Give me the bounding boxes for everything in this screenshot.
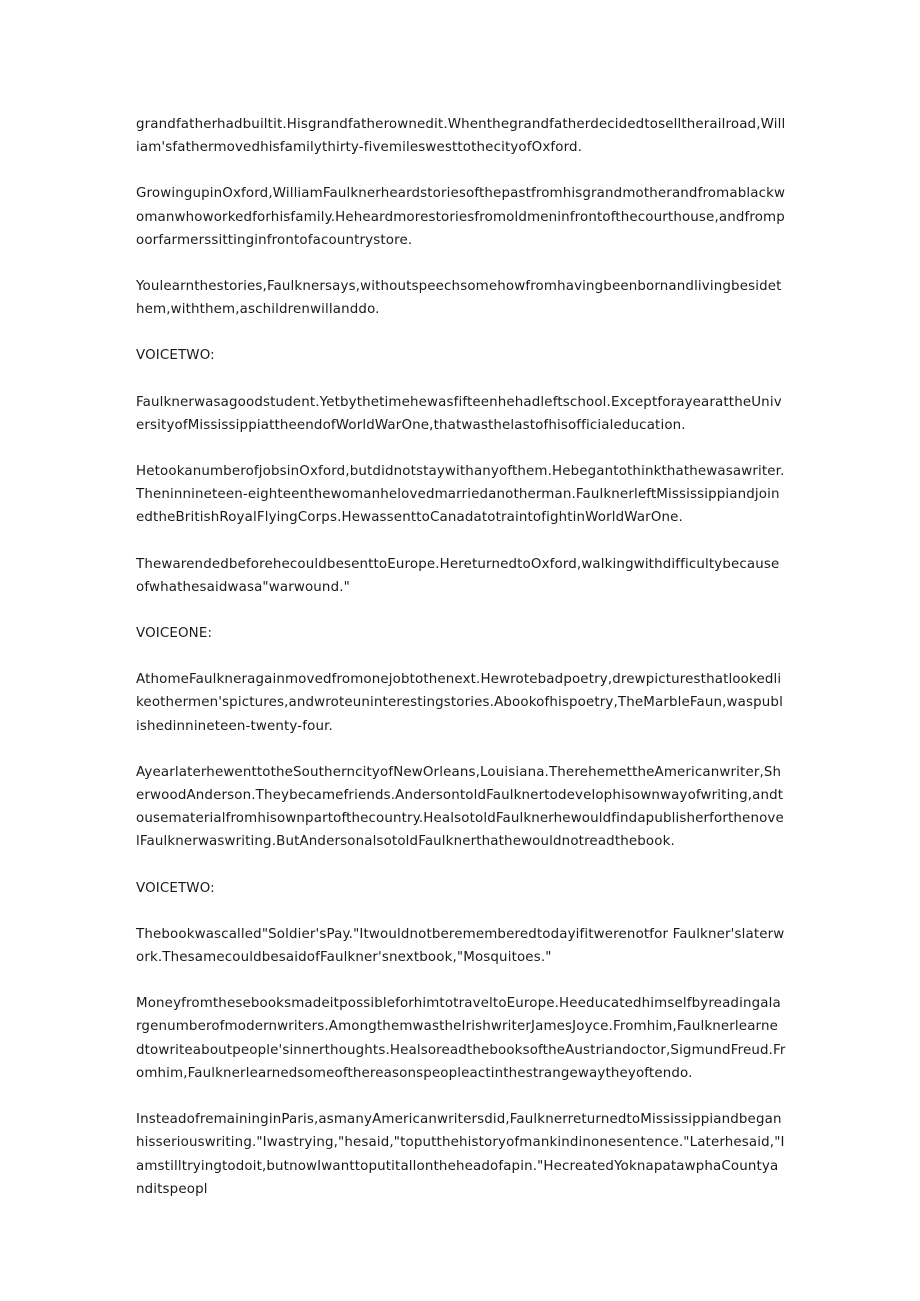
paragraph-education: Faulknerwasagoodstudent.Yetbythetimehewasfifteenhehadleftschool.ExceptforayearattheUniversityofMississippiattheendofWorldWarOne,thatwasthelastofhisofficialeducation. [136, 394, 782, 433]
paragraph-railroad-sale: grandfatherhadbuiltit.Hisgrandfatherownedit.Whenthegrandfatherdecidedtoselltherailroad,William'sfathermovedhisfamilythirty-fivemileswesttothecityofOxford. [136, 117, 786, 156]
paragraph-learning-stories: Youlearnthestories,Faulknersays,withoutspeechsomehowfromhavingbeenbornandlivingbesidethem,withthem,aschildrenwillanddo. [136, 279, 782, 318]
paragraph-soldiers-pay: Thebookwascalled"Soldier'sPay."Itwouldnotberememberedtodayifitwerenotfor Faulkner'slaterwork.ThesamecouldbesaidofFaulkner'snextbook,"Mosquitoes." [136, 926, 785, 966]
paragraph-new-orleans: AyearlaterhewenttotheSoutherncityofNewOrleans,Louisiana.TherehemettheAmericanwriter,SherwoodAnderson.Theybecamefriends.AndersontoldFaulknertodevelophisownwayofwriting,andtousematerialfromhisownpartofthecountry.HealsotoldFaulknerhewouldfindapublisherforthenovelFaulknerwaswriting.ButAndersonalsotoldFaulknerthathewouldnotreadthebook. [136, 764, 784, 850]
speaker-label-voice-two: VOICETWO: [136, 348, 215, 364]
paragraph-jobs-and-war: HetookanumberofjobsinOxford,butdidnotstaywithanyofthem.Hebegantothinkthathewasawriter.Theninnineteen-eighteenthewomanhelovedmarriedanotherman.FaulknerleftMississippiandjoinedtheBritishRoyalFlyingCorps.HewassenttoCanadatotraintofightinWorldWarOne. [136, 464, 785, 526]
paragraph-war-ended: ThewarendedbeforehecouldbesenttoEurope.HereturnedtoOxford,walkingwithdifficultybecauseofwhathesaidwasa"warwound." [136, 556, 780, 595]
paragraph-serious-writing: InsteadofremaininginParis,asmanyAmericanwritersdid,FaulknerreturnedtoMississippiandbeganhisseriouswriting."Iwastrying,"hesaid,"toputthehistoryofmankindinonesentence."Laterhesaid,"Iamstilltryingtodoit,butnowIwanttoputitallontheheadofapin."HecreatedYoknapatawphaCountyanditspeopl [136, 1112, 785, 1197]
speaker-label-voice-two-second: VOICETWO: [136, 880, 215, 896]
paragraph-europe-reading: MoneyfromthesebooksmadeitpossibleforhimtotraveltoEurope.Heeducatedhimselfbyreadingalargenumberofmodernwriters.AmongthemwastheIrishwriterJamesJoyce.Fromhim,Faulknerlearnedtowriteaboutpeople'sinnerthoughts.HealsoreadthebooksoftheAustriandoctor,SigmundFreud.Fromhim,Faulknerlearnedsomeofthereasonspeopleactinthestrangewaytheyoftendo. [136, 996, 786, 1081]
speaker-label-voice-one: VOICEONE: [136, 626, 213, 642]
paragraph-poetry: AthomeFaulkneragainmovedfromonejobtothenext.Hewrotebadpoetry,drewpicturesthatlookedlikeothermen'spictures,andwroteuninterestingstories.Abookofhispoetry,TheMarbleFaun,waspublishedinnineteen-twenty-four. [136, 672, 783, 734]
document-page [136, 113, 786, 1224]
paragraph-growing-up-oxford: GrowingupinOxford,WilliamFaulknerheardstoriesofthepastfromhisgrandmotherandfromablackwomanwhoworkedforhisfamily.Heheardmorestoriesfromoldmeninfrontofthecourthouse,andfrompoorfarmerssittinginfrontofacountrystore. [136, 186, 786, 248]
